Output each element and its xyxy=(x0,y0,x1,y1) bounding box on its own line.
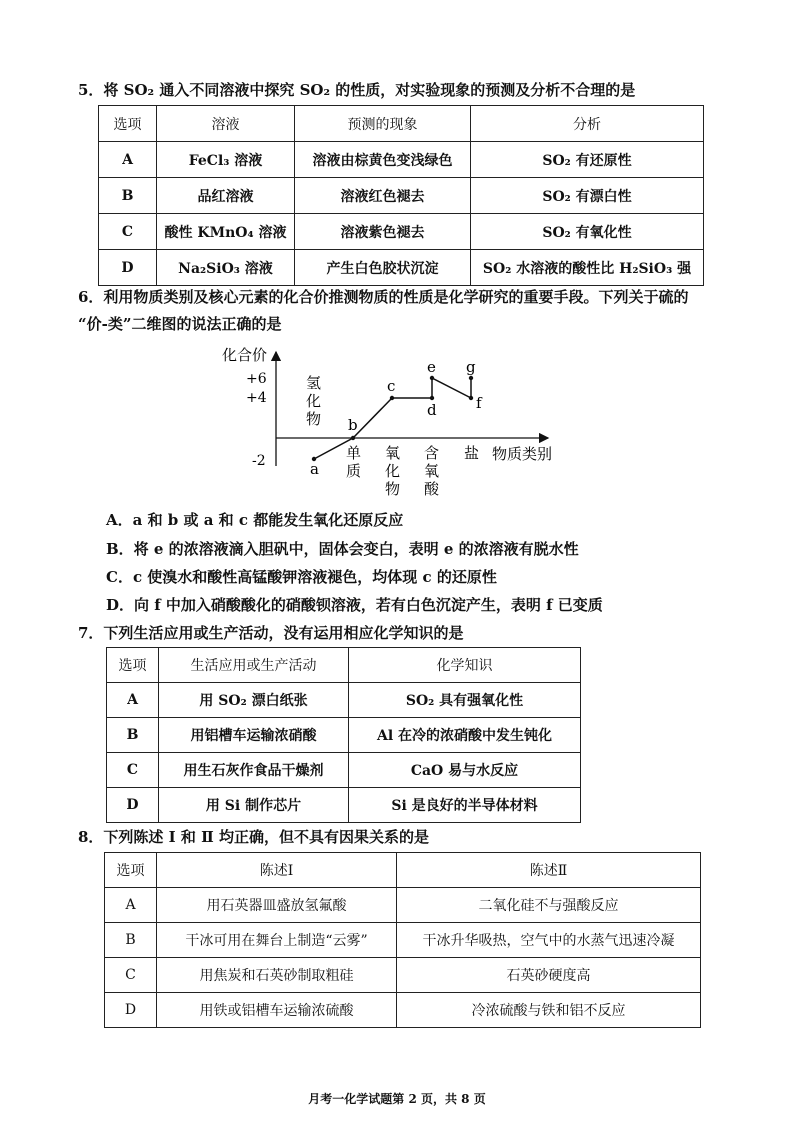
table-row xyxy=(105,923,701,958)
table-row xyxy=(105,958,701,993)
table-cell: SO₂ 有还原性 xyxy=(471,142,704,178)
q7-header-cell: 化学知识 xyxy=(349,648,581,683)
y-tick: +6 xyxy=(246,371,267,387)
sulfur-line-e-f xyxy=(432,378,471,398)
table-cell: 溶液红色褪去 xyxy=(295,178,471,214)
sulfur-line-a-b-c-d xyxy=(314,398,432,459)
point-e xyxy=(430,376,434,380)
category-salt: 盐 xyxy=(464,444,480,462)
table-cell: 用生石灰作食品干燥剂 xyxy=(159,753,349,788)
table-cell: 溶液由棕黄色变浅绿色 xyxy=(295,142,471,178)
q8-table xyxy=(104,852,701,1028)
point-label-c: c xyxy=(387,377,396,395)
table-cell: 溶液紫色褪去 xyxy=(295,214,471,250)
q6-option-d: D．向 f 中加入硝酸酸化的硝酸钡溶液，若有白色沉淀产生，表明 f 已变质 xyxy=(106,596,603,614)
table-cell: 用 Si 制作芯片 xyxy=(159,788,349,823)
table-cell: C xyxy=(99,214,157,250)
y-tick: +4 xyxy=(246,390,267,406)
table-row xyxy=(99,250,704,286)
point-c xyxy=(390,396,394,400)
point-label-e: e xyxy=(427,358,436,376)
table-cell: A xyxy=(105,888,157,923)
q5-header-cell: 选项 xyxy=(99,106,157,142)
q5-header-cell: 预测的现象 xyxy=(295,106,471,142)
category-oxyacid: 含氧酸 xyxy=(424,444,440,498)
q8-header-cell: 陈述Ⅱ xyxy=(397,853,701,888)
table-cell: 二氧化硅不与强酸反应 xyxy=(397,888,701,923)
table-cell: FeCl₃ 溶液 xyxy=(157,142,295,178)
table-row xyxy=(107,788,581,823)
table-cell: SO₂ 水溶液的酸性比 H₂SiO₃ 强 xyxy=(471,250,704,286)
table-row xyxy=(99,178,704,214)
table-row xyxy=(107,753,581,788)
q8-header-cell: 选项 xyxy=(105,853,157,888)
q5-header-cell: 溶液 xyxy=(157,106,295,142)
category-element: 单质 xyxy=(346,444,362,480)
q6-option-c: C．c 使溴水和酸性高锰酸钾溶液褪色，均体现 c 的还原性 xyxy=(106,568,497,586)
table-cell: A xyxy=(107,683,159,718)
table-cell: C xyxy=(107,753,159,788)
q5-header-row xyxy=(99,106,704,142)
table-row xyxy=(107,718,581,753)
valence-class-diagram xyxy=(200,338,580,508)
category-hydride: 氢化物 xyxy=(306,374,322,428)
table-cell: D xyxy=(105,993,157,1028)
q5-table xyxy=(98,105,704,286)
q5-header-cell: 分析 xyxy=(471,106,704,142)
point-d xyxy=(430,396,434,400)
table-cell: 产生白色胶状沉淀 xyxy=(295,250,471,286)
q6-stem-line2: “价-类”二维图的说法正确的是 xyxy=(78,315,282,333)
point-g xyxy=(469,376,473,380)
q7-table xyxy=(106,647,581,823)
table-cell: D xyxy=(99,250,157,286)
page-footer: 月考一化学试题第 2 页，共 8 页 xyxy=(308,1092,486,1106)
table-row xyxy=(107,683,581,718)
point-label-g: g xyxy=(466,358,476,376)
q7-header-cell: 生活应用或生产活动 xyxy=(159,648,349,683)
table-row xyxy=(105,993,701,1028)
table-cell: C xyxy=(105,958,157,993)
q8-header-cell: 陈述Ⅰ xyxy=(157,853,397,888)
table-cell: 石英砂硬度高 xyxy=(397,958,701,993)
table-cell: 用焦炭和石英砂制取粗硅 xyxy=(157,958,397,993)
table-cell: 品红溶液 xyxy=(157,178,295,214)
point-f xyxy=(469,396,473,400)
table-cell: D xyxy=(107,788,159,823)
table-row xyxy=(99,142,704,178)
table-cell: B xyxy=(105,923,157,958)
point-label-a: a xyxy=(310,460,319,478)
q7-stem: 7．下列生活应用或生产活动，没有运用相应化学知识的是 xyxy=(78,624,464,642)
table-cell: SO₂ 具有强氧化性 xyxy=(349,683,581,718)
x-axis-label: 物质类别 xyxy=(492,445,553,463)
table-cell: SO₂ 有氧化性 xyxy=(471,214,704,250)
table-cell: 用铝槽车运输浓硝酸 xyxy=(159,718,349,753)
table-cell: SO₂ 有漂白性 xyxy=(471,178,704,214)
q8-header-row xyxy=(105,853,701,888)
y-tick: -2 xyxy=(252,453,266,469)
q7-header-cell: 选项 xyxy=(107,648,159,683)
y-axis-label: 化合价 xyxy=(222,346,268,364)
table-cell: Na₂SiO₃ 溶液 xyxy=(157,250,295,286)
table-cell: B xyxy=(99,178,157,214)
table-cell: 用铁或铝槽车运输浓硫酸 xyxy=(157,993,397,1028)
point-label-b: b xyxy=(348,416,358,434)
point-label-d: d xyxy=(427,401,437,419)
table-cell: Si 是良好的半导体材料 xyxy=(349,788,581,823)
table-cell: 冷浓硫酸与铁和铝不反应 xyxy=(397,993,701,1028)
point-b xyxy=(351,436,355,440)
table-cell: A xyxy=(99,142,157,178)
table-row xyxy=(105,888,701,923)
table-cell: Al 在冷的浓硝酸中发生钝化 xyxy=(349,718,581,753)
table-cell: B xyxy=(107,718,159,753)
table-cell: 干冰可用在舞台上制造“云雾” xyxy=(157,923,397,958)
q6-option-b: B．将 e 的浓溶液滴入胆矾中，固体会变白，表明 e 的浓溶液有脱水性 xyxy=(106,540,579,558)
table-cell: 酸性 KMnO₄ 溶液 xyxy=(157,214,295,250)
table-cell: 用石英器皿盛放氢氟酸 xyxy=(157,888,397,923)
q5-stem: 5．将 SO₂ 通入不同溶液中探究 SO₂ 的性质，对实验现象的预测及分析不合理的是 xyxy=(78,81,636,99)
category-oxide: 氧化物 xyxy=(385,444,401,498)
table-row xyxy=(99,214,704,250)
table-cell: CaO 易与水反应 xyxy=(349,753,581,788)
q8-stem: 8．下列陈述 Ⅰ 和 Ⅱ 均正确，但不具有因果关系的是 xyxy=(78,828,429,846)
point-label-f: f xyxy=(476,394,482,412)
q7-header-row xyxy=(107,648,581,683)
q6-stem-line1: 6．利用物质类别及核心元素的化合价推测物质的性质是化学研究的重要手段。下列关于硫的 xyxy=(78,288,689,306)
q6-option-a: A．a 和 b 或 a 和 c 都能发生氧化还原反应 xyxy=(106,511,404,529)
table-cell: 用 SO₂ 漂白纸张 xyxy=(159,683,349,718)
table-cell: 干冰升华吸热，空气中的水蒸气迅速冷凝 xyxy=(397,923,701,958)
